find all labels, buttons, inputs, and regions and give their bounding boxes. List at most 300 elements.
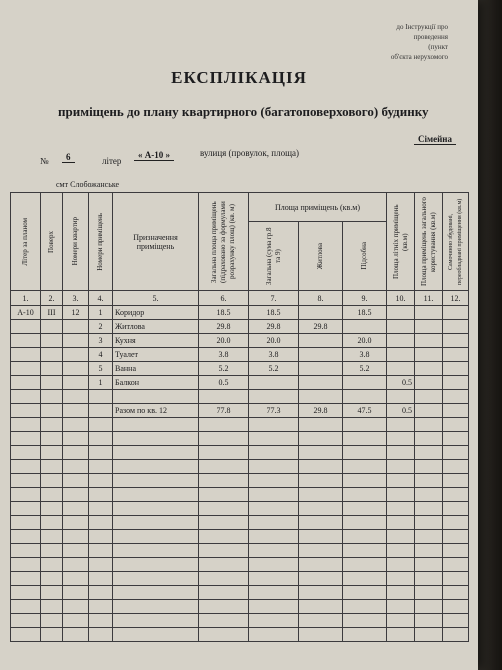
blank-cell bbox=[199, 474, 249, 488]
cell-common-area bbox=[415, 334, 443, 348]
blank-cell bbox=[199, 586, 249, 600]
cell-area-sum bbox=[249, 376, 299, 390]
blank-cell bbox=[443, 488, 469, 502]
blank-cell bbox=[113, 558, 199, 572]
blank-cell bbox=[89, 558, 113, 572]
blank-cell bbox=[113, 418, 199, 432]
blank-cell bbox=[63, 544, 89, 558]
cell-area-aux bbox=[343, 320, 387, 334]
blank-cell bbox=[249, 614, 299, 628]
blank-cell bbox=[415, 628, 443, 642]
blank-cell bbox=[443, 390, 469, 404]
blank-cell bbox=[415, 404, 443, 418]
header-summer-area: Площа літніх приміщень (кв.м) bbox=[387, 193, 415, 291]
liter-value: « А-10 » bbox=[134, 150, 174, 161]
street-label: вулиця (провулок, площа) bbox=[200, 148, 300, 158]
document-title: ЕКСПЛІКАЦІЯ bbox=[171, 68, 307, 87]
cell-liter bbox=[11, 376, 41, 390]
cell-unauthorized bbox=[443, 320, 469, 334]
blank-cell bbox=[299, 558, 343, 572]
blank-cell bbox=[41, 516, 63, 530]
blank-cell bbox=[343, 418, 387, 432]
blank-cell bbox=[249, 530, 299, 544]
cell-apartment: 12 bbox=[63, 306, 89, 320]
blank-cell bbox=[443, 418, 469, 432]
blank-cell bbox=[415, 446, 443, 460]
total-aux: 47.5 bbox=[343, 404, 387, 418]
blank-cell bbox=[343, 628, 387, 642]
cell-summer-area bbox=[387, 362, 415, 376]
header-apartments: Номери квартир bbox=[63, 193, 89, 291]
blank-cell bbox=[199, 502, 249, 516]
blank-cell bbox=[89, 586, 113, 600]
table-body bbox=[11, 306, 469, 642]
cell-apartment bbox=[63, 376, 89, 390]
blank-cell bbox=[443, 474, 469, 488]
cell-purpose: Балкон bbox=[113, 376, 199, 390]
blank-cell bbox=[387, 460, 415, 474]
column-number: 10. bbox=[387, 291, 415, 306]
cell-purpose: Туалет bbox=[113, 348, 199, 362]
cell-room-number: 1 bbox=[89, 306, 113, 320]
blank-cell bbox=[443, 404, 469, 418]
cell-area-aux: 3.8 bbox=[343, 348, 387, 362]
blank-cell bbox=[11, 530, 41, 544]
blank-cell bbox=[343, 502, 387, 516]
blank-cell bbox=[41, 460, 63, 474]
blank-cell bbox=[199, 390, 249, 404]
blank-cell bbox=[199, 614, 249, 628]
blank-cell bbox=[41, 572, 63, 586]
blank-cell bbox=[89, 600, 113, 614]
blank-cell bbox=[63, 474, 89, 488]
blank-cell bbox=[415, 586, 443, 600]
blank-cell bbox=[11, 544, 41, 558]
cell-common-area bbox=[415, 348, 443, 362]
blank-cell bbox=[11, 586, 41, 600]
cell-area-aux: 18.5 bbox=[343, 306, 387, 320]
cell-summer-area: 0.5 bbox=[387, 376, 415, 390]
column-number: 1. bbox=[11, 291, 41, 306]
blank-cell bbox=[249, 488, 299, 502]
header-area-living: Житлова bbox=[299, 222, 343, 291]
blank-cell bbox=[299, 488, 343, 502]
blank-cell bbox=[415, 474, 443, 488]
header-common-area: Площа приміщень загального користування (кв.м) bbox=[415, 193, 443, 291]
blank-cell bbox=[415, 530, 443, 544]
blank-cell bbox=[89, 516, 113, 530]
blank-cell bbox=[113, 516, 199, 530]
blank-cell bbox=[199, 558, 249, 572]
blank-cell bbox=[89, 404, 113, 418]
blank-cell bbox=[41, 404, 63, 418]
blank-cell bbox=[415, 488, 443, 502]
blank-row bbox=[11, 474, 469, 488]
blank-cell bbox=[343, 474, 387, 488]
blank-cell bbox=[89, 474, 113, 488]
cell-total-area: 3.8 bbox=[199, 348, 249, 362]
cell-floor bbox=[41, 362, 63, 376]
cell-purpose: Кухня bbox=[113, 334, 199, 348]
blank-cell bbox=[443, 502, 469, 516]
cell-apartment bbox=[63, 362, 89, 376]
blank-cell bbox=[113, 544, 199, 558]
cell-unauthorized bbox=[443, 376, 469, 390]
blank-cell bbox=[113, 572, 199, 586]
blank-cell bbox=[63, 502, 89, 516]
cell-apartment bbox=[63, 320, 89, 334]
blank-cell bbox=[299, 502, 343, 516]
cell-floor bbox=[41, 348, 63, 362]
blank-row bbox=[11, 586, 469, 600]
blank-cell bbox=[415, 600, 443, 614]
blank-cell bbox=[299, 586, 343, 600]
total-summer: 0.5 bbox=[387, 404, 415, 418]
cell-unauthorized bbox=[443, 362, 469, 376]
cell-summer-area bbox=[387, 306, 415, 320]
blank-cell bbox=[63, 614, 89, 628]
cell-common-area bbox=[415, 306, 443, 320]
total-row bbox=[11, 404, 469, 418]
blank-row bbox=[11, 390, 469, 404]
blank-cell bbox=[41, 600, 63, 614]
blank-cell bbox=[343, 390, 387, 404]
blank-cell bbox=[415, 558, 443, 572]
blank-cell bbox=[113, 446, 199, 460]
blank-cell bbox=[63, 488, 89, 502]
total-living: 29.8 bbox=[299, 404, 343, 418]
blank-row bbox=[11, 530, 469, 544]
blank-cell bbox=[387, 474, 415, 488]
blank-cell bbox=[11, 516, 41, 530]
blank-cell bbox=[299, 544, 343, 558]
cell-liter bbox=[11, 334, 41, 348]
cell-common-area bbox=[415, 362, 443, 376]
blank-cell bbox=[299, 460, 343, 474]
corner-note-line: до Інструкції про bbox=[396, 23, 448, 31]
cell-area-aux: 5.2 bbox=[343, 362, 387, 376]
blank-cell bbox=[249, 544, 299, 558]
liter-label: літер bbox=[102, 156, 122, 166]
header-purpose: Призначення приміщень bbox=[113, 193, 199, 291]
blank-row bbox=[11, 558, 469, 572]
blank-cell bbox=[299, 572, 343, 586]
table-row bbox=[11, 334, 469, 348]
blank-cell bbox=[299, 474, 343, 488]
blank-cell bbox=[113, 488, 199, 502]
blank-cell bbox=[11, 614, 41, 628]
blank-cell bbox=[387, 502, 415, 516]
blank-cell bbox=[89, 628, 113, 642]
table-row bbox=[11, 362, 469, 376]
header-floor: Поверх bbox=[41, 193, 63, 291]
cell-room-number: 4 bbox=[89, 348, 113, 362]
blank-cell bbox=[343, 544, 387, 558]
blank-cell bbox=[415, 460, 443, 474]
cell-summer-area bbox=[387, 320, 415, 334]
explication-table bbox=[10, 192, 469, 642]
blank-row bbox=[11, 488, 469, 502]
blank-cell bbox=[299, 432, 343, 446]
cell-total-area: 0.5 bbox=[199, 376, 249, 390]
blank-cell bbox=[63, 558, 89, 572]
blank-cell bbox=[415, 614, 443, 628]
cell-purpose: Коридор bbox=[113, 306, 199, 320]
blank-cell bbox=[343, 572, 387, 586]
header-area-sum: Загальна (сума гр.8 та 9) bbox=[249, 222, 299, 291]
blank-cell bbox=[63, 572, 89, 586]
blank-row bbox=[11, 572, 469, 586]
blank-cell bbox=[299, 530, 343, 544]
blank-cell bbox=[11, 474, 41, 488]
blank-cell bbox=[387, 418, 415, 432]
table-header-row bbox=[11, 193, 469, 222]
blank-cell bbox=[249, 572, 299, 586]
blank-cell bbox=[443, 600, 469, 614]
blank-cell bbox=[11, 460, 41, 474]
blank-cell bbox=[343, 432, 387, 446]
cell-liter bbox=[11, 348, 41, 362]
cell-floor bbox=[41, 334, 63, 348]
blank-cell bbox=[443, 516, 469, 530]
blank-cell bbox=[443, 572, 469, 586]
table-row bbox=[11, 348, 469, 362]
cell-total-area: 18.5 bbox=[199, 306, 249, 320]
blank-cell bbox=[199, 432, 249, 446]
blank-cell bbox=[89, 460, 113, 474]
blank-cell bbox=[11, 488, 41, 502]
blank-cell bbox=[299, 628, 343, 642]
blank-cell bbox=[249, 586, 299, 600]
blank-cell bbox=[343, 460, 387, 474]
blank-cell bbox=[11, 600, 41, 614]
blank-cell bbox=[387, 544, 415, 558]
blank-cell bbox=[199, 628, 249, 642]
cell-area-living bbox=[299, 306, 343, 320]
cell-floor bbox=[41, 320, 63, 334]
blank-cell bbox=[63, 390, 89, 404]
blank-row bbox=[11, 418, 469, 432]
header-total-area: Загальна площа приміщень (підраховано за формулами розрахунку площ) (кв. м) bbox=[199, 193, 249, 291]
corner-note-line: об'єкта нерухомого bbox=[390, 53, 448, 61]
blank-cell bbox=[443, 446, 469, 460]
street-value: Сімейна bbox=[414, 134, 456, 145]
blank-cell bbox=[199, 488, 249, 502]
blank-cell bbox=[415, 432, 443, 446]
blank-cell bbox=[299, 390, 343, 404]
blank-cell bbox=[249, 390, 299, 404]
cell-floor bbox=[41, 376, 63, 390]
blank-cell bbox=[89, 544, 113, 558]
blank-cell bbox=[249, 516, 299, 530]
blank-cell bbox=[387, 516, 415, 530]
blank-cell bbox=[11, 432, 41, 446]
blank-cell bbox=[199, 544, 249, 558]
blank-cell bbox=[113, 614, 199, 628]
blank-cell bbox=[443, 614, 469, 628]
blank-cell bbox=[415, 516, 443, 530]
cell-total-area: 29.8 bbox=[199, 320, 249, 334]
blank-cell bbox=[89, 488, 113, 502]
blank-cell bbox=[343, 614, 387, 628]
blank-cell bbox=[89, 502, 113, 516]
blank-cell bbox=[299, 446, 343, 460]
blank-cell bbox=[387, 572, 415, 586]
blank-cell bbox=[41, 446, 63, 460]
blank-cell bbox=[113, 628, 199, 642]
blank-cell bbox=[387, 628, 415, 642]
blank-cell bbox=[89, 446, 113, 460]
blank-cell bbox=[113, 432, 199, 446]
blank-cell bbox=[113, 530, 199, 544]
cell-common-area bbox=[415, 376, 443, 390]
cell-total-area: 20.0 bbox=[199, 334, 249, 348]
blank-cell bbox=[249, 432, 299, 446]
blank-cell bbox=[415, 390, 443, 404]
blank-cell bbox=[89, 432, 113, 446]
column-number: 11. bbox=[415, 291, 443, 306]
cell-liter: А-10 bbox=[11, 306, 41, 320]
blank-cell bbox=[113, 600, 199, 614]
cell-room-number: 1 bbox=[89, 376, 113, 390]
document-subtitle: приміщень до плану квартирного (багатоповерхового) будинку bbox=[58, 104, 429, 119]
blank-cell bbox=[11, 418, 41, 432]
cell-area-aux bbox=[343, 376, 387, 390]
blank-cell bbox=[415, 544, 443, 558]
blank-cell bbox=[249, 502, 299, 516]
blank-cell bbox=[199, 460, 249, 474]
blank-row bbox=[11, 502, 469, 516]
blank-cell bbox=[63, 530, 89, 544]
blank-cell bbox=[41, 474, 63, 488]
cell-floor: III bbox=[41, 306, 63, 320]
blank-cell bbox=[41, 432, 63, 446]
column-number: 9. bbox=[343, 291, 387, 306]
blank-row bbox=[11, 600, 469, 614]
blank-cell bbox=[89, 572, 113, 586]
blank-row bbox=[11, 628, 469, 642]
cell-room-number: 2 bbox=[89, 320, 113, 334]
blank-cell bbox=[443, 544, 469, 558]
blank-cell bbox=[89, 418, 113, 432]
blank-row bbox=[11, 446, 469, 460]
column-number: 7. bbox=[249, 291, 299, 306]
blank-cell bbox=[387, 614, 415, 628]
cell-common-area bbox=[415, 320, 443, 334]
corner-note-line: проведення bbox=[413, 33, 448, 41]
blank-cell bbox=[443, 558, 469, 572]
blank-cell bbox=[199, 418, 249, 432]
blank-cell bbox=[63, 600, 89, 614]
blank-cell bbox=[343, 586, 387, 600]
blank-cell bbox=[63, 432, 89, 446]
blank-cell bbox=[11, 572, 41, 586]
blank-cell bbox=[443, 530, 469, 544]
cell-area-living bbox=[299, 376, 343, 390]
blank-cell bbox=[63, 418, 89, 432]
blank-cell bbox=[249, 558, 299, 572]
blank-cell bbox=[113, 460, 199, 474]
blank-cell bbox=[199, 572, 249, 586]
cell-total-area: 5.2 bbox=[199, 362, 249, 376]
column-number-row bbox=[11, 291, 469, 306]
cell-unauthorized bbox=[443, 306, 469, 320]
column-number: 8. bbox=[299, 291, 343, 306]
table-row bbox=[11, 306, 469, 320]
blank-cell bbox=[415, 572, 443, 586]
blank-cell bbox=[41, 628, 63, 642]
blank-cell bbox=[387, 432, 415, 446]
blank-cell bbox=[443, 586, 469, 600]
header-area-aux: Підсобна bbox=[343, 222, 387, 291]
blank-cell bbox=[343, 488, 387, 502]
cell-room-number: 5 bbox=[89, 362, 113, 376]
blank-cell bbox=[387, 446, 415, 460]
blank-cell bbox=[199, 516, 249, 530]
blank-cell bbox=[89, 390, 113, 404]
cell-area-living bbox=[299, 348, 343, 362]
cell-liter bbox=[11, 362, 41, 376]
cell-area-living bbox=[299, 362, 343, 376]
cell-liter bbox=[11, 320, 41, 334]
column-number: 2. bbox=[41, 291, 63, 306]
column-number: 6. bbox=[199, 291, 249, 306]
cell-summer-area bbox=[387, 334, 415, 348]
blank-cell bbox=[387, 558, 415, 572]
blank-cell bbox=[89, 530, 113, 544]
blank-cell bbox=[113, 474, 199, 488]
blank-cell bbox=[443, 432, 469, 446]
header-unauthorized: Самочинно збудовані, переобладнані приміщення (кв.м) bbox=[443, 193, 469, 291]
column-number: 4. bbox=[89, 291, 113, 306]
blank-cell bbox=[343, 600, 387, 614]
blank-cell bbox=[11, 446, 41, 460]
blank-cell bbox=[443, 460, 469, 474]
blank-cell bbox=[41, 586, 63, 600]
column-number: 3. bbox=[63, 291, 89, 306]
cell-purpose: Житлова bbox=[113, 320, 199, 334]
blank-cell bbox=[113, 390, 199, 404]
header-liter: Літер за планом bbox=[11, 193, 41, 291]
table-row bbox=[11, 376, 469, 390]
blank-cell bbox=[299, 418, 343, 432]
cell-area-sum: 29.8 bbox=[249, 320, 299, 334]
corner-note bbox=[391, 22, 448, 62]
blank-cell bbox=[343, 530, 387, 544]
blank-cell bbox=[415, 502, 443, 516]
blank-cell bbox=[387, 530, 415, 544]
blank-row bbox=[11, 460, 469, 474]
cell-area-sum: 18.5 bbox=[249, 306, 299, 320]
blank-cell bbox=[89, 614, 113, 628]
blank-row bbox=[11, 544, 469, 558]
blank-row bbox=[11, 432, 469, 446]
total-area: 77.8 bbox=[199, 404, 249, 418]
blank-cell bbox=[387, 586, 415, 600]
blank-cell bbox=[63, 586, 89, 600]
blank-cell bbox=[249, 600, 299, 614]
cell-apartment bbox=[63, 348, 89, 362]
blank-cell bbox=[11, 404, 41, 418]
cell-unauthorized bbox=[443, 334, 469, 348]
blank-cell bbox=[41, 544, 63, 558]
cell-area-sum: 5.2 bbox=[249, 362, 299, 376]
blank-cell bbox=[249, 628, 299, 642]
blank-cell bbox=[387, 488, 415, 502]
blank-cell bbox=[113, 502, 199, 516]
blank-cell bbox=[41, 530, 63, 544]
blank-cell bbox=[199, 530, 249, 544]
